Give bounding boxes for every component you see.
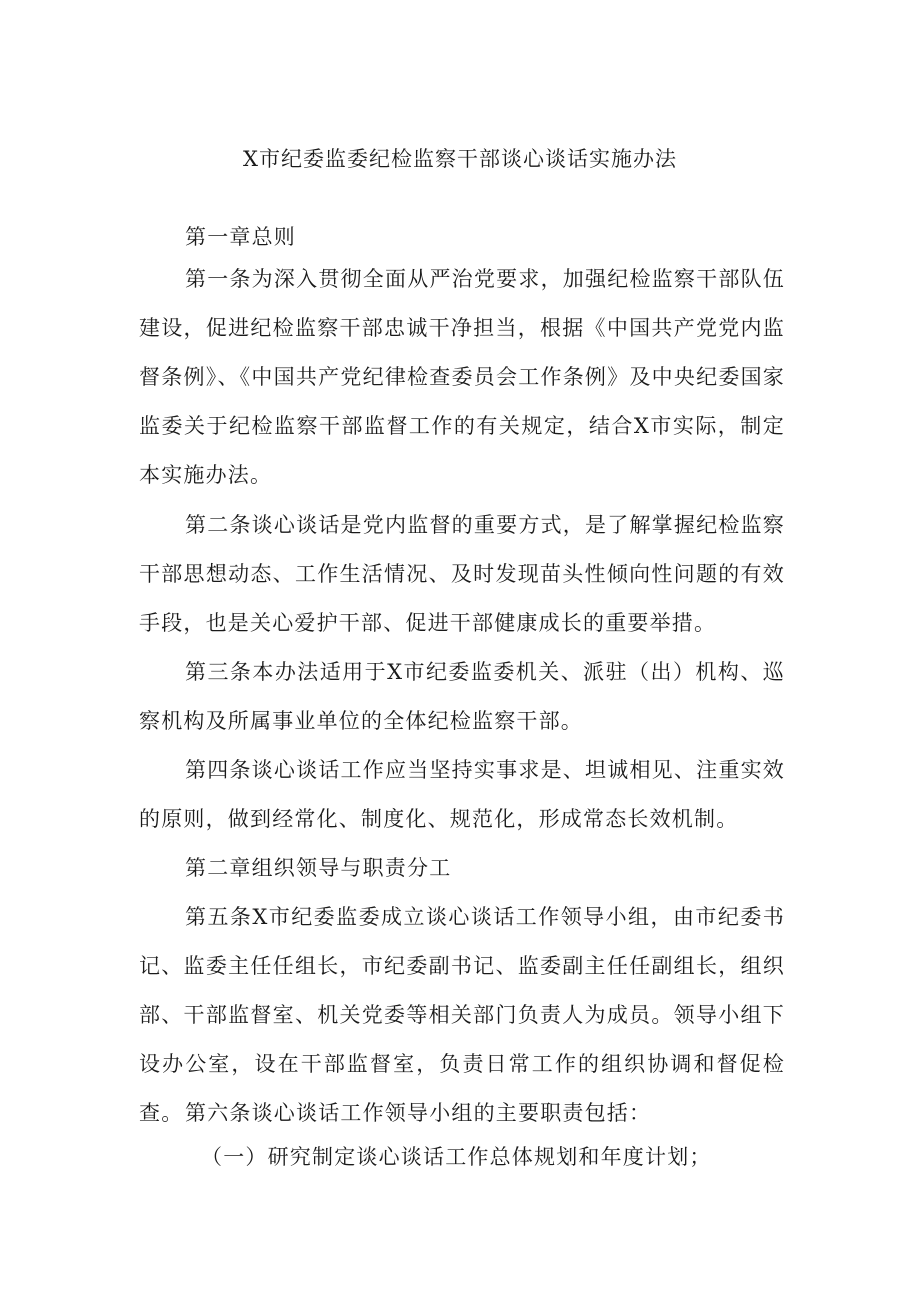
article-3: 第三条本办法适用于X市纪委监委机关、派驻（出）机构、巡察机构及所属事业单位的全体纪检监察干部。: [139, 660, 785, 733]
chapter-2-heading: 第二章组织领导与职责分工: [185, 856, 452, 880]
chapter-1-heading: 第一章总则: [185, 225, 296, 249]
article-4: 第四条谈心谈话工作应当坚持实事求是、坦诚相见、注重实效的原则，做到经常化、制度化、规范化，形成常态长效机制。: [139, 758, 785, 831]
article-2: 第二条谈心谈话是党内监督的重要方式，是了解掌握纪检监察干部思想动态、工作生活情况、及时发现苗头性倾向性问题的有效手段，也是关心爱护干部、促进干部健康成长的重要举措。: [139, 513, 785, 635]
article-1: 第一条为深入贯彻全面从严治党要求，加强纪检监察干部队伍建设，促进纪检监察干部忠诚干净担当，根据《中国共产党党内监督条例》、《中国共产党纪律检查委员会工作条例》及中央纪委国家监委关于纪检监察干部监督工作的有关规定，结合X市实际，制定本实施办法。: [139, 267, 785, 487]
article-6-item-1: （一）研究制定谈心谈话工作总体规划和年度计划；: [201, 1145, 712, 1169]
document-title: X市纪委监委纪检监察干部谈心谈话实施办法: [243, 147, 677, 171]
article-6: 第六条谈心谈话工作领导小组的主要职责包括：: [185, 1101, 652, 1125]
article-5: 第五条X市纪委监委成立谈心谈话工作领导小组，由市纪委书记、监委主任任组长，市纪委副书记、监委副主任任副组长，组织部、干部监督室、机关党委等相关部门负责人为成员。领导小组下设办公室，设在干部监督室，负责日常工作的组织协调和督促检查。: [139, 905, 785, 1125]
